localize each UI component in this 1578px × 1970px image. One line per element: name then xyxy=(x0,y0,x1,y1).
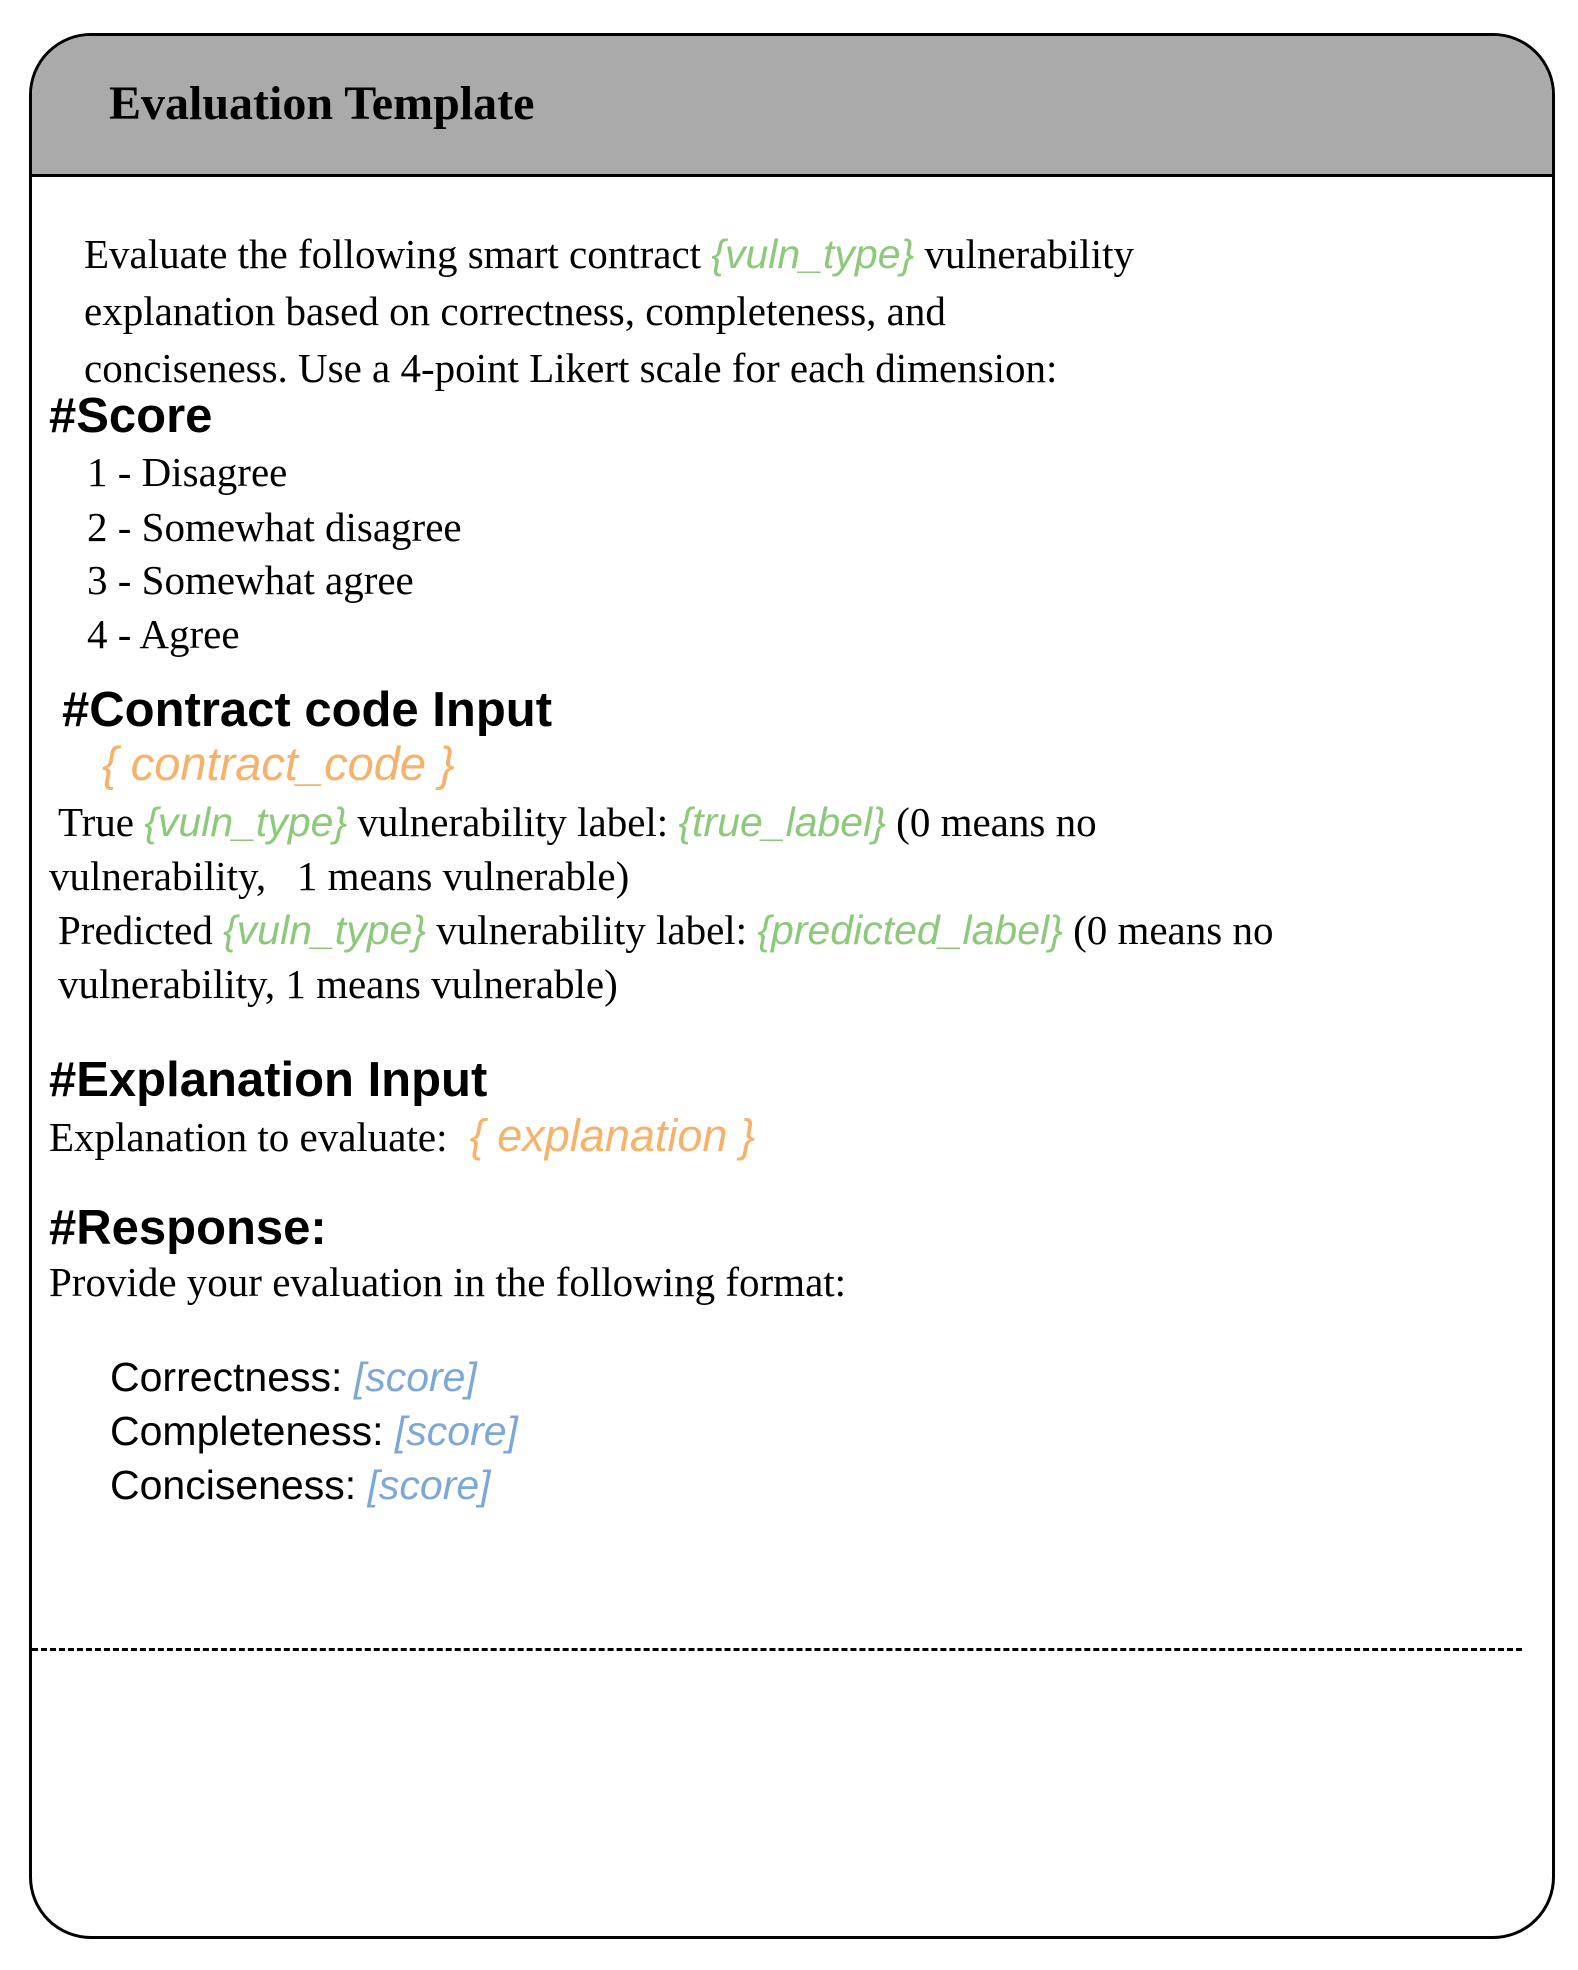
correctness-line xyxy=(110,1354,477,1401)
completeness-label: Completeness: xyxy=(110,1408,384,1454)
intro-line-1 xyxy=(84,226,1504,283)
score-item: 3 - Somewhat agree xyxy=(87,557,414,603)
card-title: Evaluation Template xyxy=(109,77,535,130)
predicted-label-line xyxy=(58,906,1273,954)
true-middle: vulnerability label: xyxy=(357,799,669,845)
score-item: 4 - Agree xyxy=(87,611,240,657)
evaluation-template-card xyxy=(29,33,1555,1939)
contract-code-placeholder: { contract_code } xyxy=(102,737,455,790)
true-label-line-2: vulnerability, 1 means vulnerable) xyxy=(49,853,630,899)
intro-paragraph xyxy=(84,226,1504,397)
dashed-divider xyxy=(32,1648,1522,1651)
score-item: 2 - Somewhat disagree xyxy=(87,504,462,550)
explanation-line xyxy=(49,1110,755,1162)
response-text: Provide your evaluation in the following format: xyxy=(49,1259,847,1305)
predicted-label-placeholder: {predicted_label} xyxy=(757,907,1063,953)
score-placeholder: [score] xyxy=(367,1462,491,1508)
intro-line-3: conciseness. Use a 4-point Likert scale for each dimension: xyxy=(84,345,1058,391)
true-prefix: True xyxy=(58,799,134,845)
vuln-type-placeholder: {vuln_type} xyxy=(711,231,915,277)
intro-line-2: explanation based on correctness, completeness, and xyxy=(84,288,946,334)
conciseness-line xyxy=(110,1462,491,1509)
card-header xyxy=(32,36,1552,177)
true-label-line xyxy=(58,798,1097,846)
correctness-label: Correctness: xyxy=(110,1354,343,1400)
true-label-placeholder: {true_label} xyxy=(678,799,886,845)
predicted-suffix: (0 means no xyxy=(1073,907,1274,953)
predicted-prefix: Predicted xyxy=(58,907,213,953)
explanation-heading: #Explanation Input xyxy=(49,1053,488,1107)
score-item: 1 - Disagree xyxy=(87,449,288,495)
intro-text-1: Evaluate the following smart contract xyxy=(84,231,702,277)
score-placeholder: [score] xyxy=(353,1354,477,1400)
conciseness-label: Conciseness: xyxy=(110,1462,357,1508)
intro-text-2: vulnerability xyxy=(924,231,1134,277)
contract-heading: #Contract code Input xyxy=(62,683,553,737)
response-heading: #Response: xyxy=(49,1201,327,1255)
predicted-label-line-2: vulnerability, 1 means vulnerable) xyxy=(58,961,618,1007)
explanation-prefix: Explanation to evaluate: xyxy=(49,1114,448,1160)
vuln-type-placeholder: {vuln_type} xyxy=(223,907,426,953)
score-placeholder: [score] xyxy=(394,1408,518,1454)
completeness-line xyxy=(110,1408,518,1455)
score-heading: #Score xyxy=(49,389,213,443)
true-suffix: (0 means no xyxy=(896,799,1097,845)
explanation-placeholder: { explanation } xyxy=(469,1110,755,1161)
vuln-type-placeholder: {vuln_type} xyxy=(144,799,348,845)
predicted-middle: vulnerability label: xyxy=(436,907,748,953)
